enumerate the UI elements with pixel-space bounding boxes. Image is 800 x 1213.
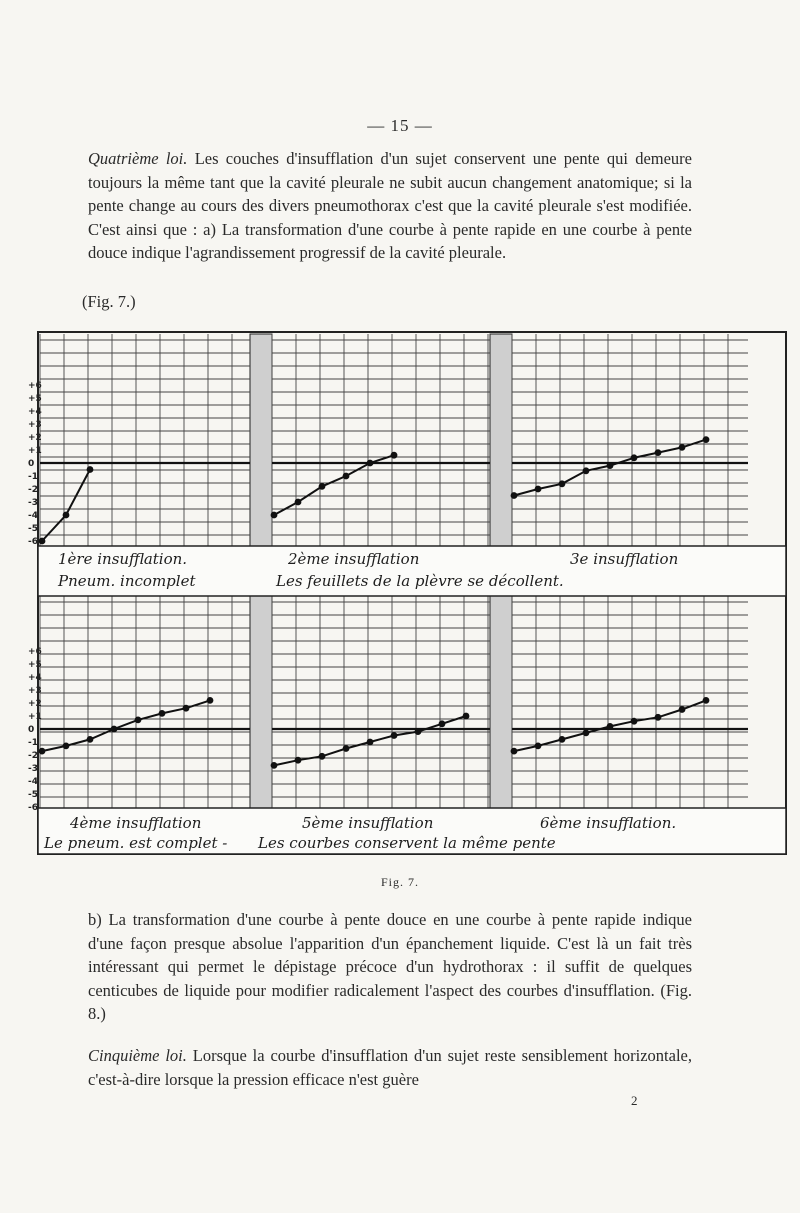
y-tick-label: +4	[28, 407, 42, 417]
page-number: — 15 —	[367, 116, 433, 135]
figure-reference: (Fig. 7.)	[82, 292, 136, 311]
panel-separator	[490, 596, 512, 808]
curve-point	[135, 717, 142, 724]
y-tick-label: +1	[28, 446, 42, 456]
curve-point	[271, 762, 278, 769]
y-tick-label: -5	[28, 790, 38, 800]
y-tick-label: -2	[28, 751, 38, 761]
curve-point	[391, 732, 398, 739]
signature-mark: 2	[631, 1093, 638, 1108]
curve-point	[367, 460, 374, 467]
panel-label: 2ème insufflation	[288, 550, 420, 568]
panel-label: 4ème insufflation	[70, 814, 202, 832]
y-tick-label: -5	[28, 524, 38, 534]
curve-point	[159, 710, 166, 717]
handwritten-note: Pneum. incomplet	[58, 572, 196, 590]
curve-point	[679, 706, 686, 713]
y-tick-label: +6	[28, 381, 42, 391]
panel-separator	[490, 334, 512, 546]
curve-point	[655, 714, 662, 721]
curve-point	[511, 748, 518, 755]
y-tick-label: -6	[28, 537, 38, 547]
y-tick-label: -4	[28, 777, 38, 787]
y-tick-label: -1	[28, 738, 38, 748]
y-tick-label: -3	[28, 498, 38, 508]
curve-point	[463, 713, 470, 720]
curve-point	[87, 736, 94, 743]
curve-point	[535, 743, 542, 750]
figure-7	[30, 330, 790, 856]
y-tick-label: -6	[28, 803, 38, 813]
y-tick-label: -4	[28, 511, 38, 521]
curve-point	[111, 726, 118, 733]
curve-point	[87, 466, 94, 473]
curve-point	[559, 480, 566, 487]
curve-point	[295, 757, 302, 764]
y-tick-label: +4	[28, 673, 42, 683]
y-tick-label: +2	[28, 699, 42, 709]
curve-point	[207, 697, 214, 704]
insufflation-curve	[274, 455, 394, 515]
paragraph-text: Lorsque la courbe d'insufflation d'un sujet reste sensiblement horizontale, c'est-à-dire lorsque la pression efficace n'est guère	[88, 1046, 692, 1089]
curve-point	[343, 745, 350, 752]
y-tick-label: 0	[28, 725, 35, 735]
paragraph-text: Les couches d'insufflation d'un sujet conservent une pente qui demeure toujours la même tant que la cavité pleurale ne subit aucun changement anatomique; si la pente change au cours des divers pneumothorax c'est que la cavité pleurale s'est modifiée. C'est ainsi que : a) La transformation d'une courbe à pente rapide en une courbe à pente douce indique l'agrandissement progressif de la cavité pleurale.	[88, 149, 692, 262]
curve-point	[439, 720, 446, 727]
curve-point	[391, 452, 398, 459]
curve-point	[607, 723, 614, 730]
y-tick-label: -1	[28, 472, 38, 482]
y-tick-label: -3	[28, 764, 38, 774]
insufflation-curves-figure	[30, 330, 790, 856]
paragraph-fourth-law	[88, 147, 692, 265]
curve-point	[63, 743, 70, 750]
y-tick-label: +2	[28, 433, 42, 443]
law-heading: Cinquième loi.	[88, 1046, 187, 1065]
panel-label: 1ère insufflation.	[58, 550, 188, 568]
curve-point	[183, 705, 190, 712]
y-tick-label: +6	[28, 647, 42, 657]
curve-point	[655, 449, 662, 456]
y-tick-label: 0	[28, 459, 35, 469]
figure-caption: Fig. 7.	[380, 875, 419, 889]
panel-label: 5ème insufflation	[302, 814, 434, 832]
panel-label: 6ème insufflation.	[540, 814, 677, 832]
curve-point	[583, 467, 590, 474]
curve-point	[631, 454, 638, 461]
paragraph-b: b) La transformation d'une courbe à pente douce en une courbe à pente rapide indique d'une façon presque absolue l'apparition d'un épanchement liquide. C'est là un fait très intéressant qui permet le dépistage précoce d'un hydrothorax : il suffit de quelques centicubes de liquide pour modifier radicalement l'aspect des courbes d'insufflation. (Fig. 8.)	[88, 910, 692, 1023]
panel-label: 3e insufflation	[570, 550, 679, 568]
curve-point	[511, 492, 518, 499]
curve-point	[39, 748, 46, 755]
curve-point	[415, 728, 422, 735]
paragraph-fifth-law	[88, 1044, 692, 1091]
y-tick-label: -2	[28, 485, 38, 495]
curve-point	[367, 739, 374, 746]
curve-point	[679, 444, 686, 451]
handwritten-note: Le pneum. est complet -	[44, 834, 228, 852]
curve-point	[583, 730, 590, 737]
y-tick-label: +5	[28, 394, 42, 404]
y-tick-label: +3	[28, 420, 42, 430]
curve-point	[319, 483, 326, 490]
y-tick-label: +3	[28, 686, 42, 696]
handwritten-note: Les feuillets de la plèvre se décollent.	[276, 572, 564, 590]
curve-point	[535, 486, 542, 493]
curve-point	[703, 697, 710, 704]
curve-point	[559, 736, 566, 743]
curve-point	[63, 512, 70, 519]
panel-separator	[250, 596, 272, 808]
curve-point	[319, 753, 326, 760]
law-heading: Quatrième loi.	[88, 149, 188, 168]
curve-point	[703, 436, 710, 443]
handwritten-note: Les courbes conservent la même pente	[258, 834, 556, 852]
curve-point	[271, 512, 278, 519]
curve-point	[343, 473, 350, 480]
curve-point	[295, 499, 302, 506]
curve-point	[39, 538, 46, 545]
insufflation-curve	[42, 470, 90, 542]
curve-point	[607, 462, 614, 469]
y-tick-label: +5	[28, 660, 42, 670]
y-tick-label: +1	[28, 712, 42, 722]
panel-separator	[250, 334, 272, 546]
curve-point	[631, 718, 638, 725]
